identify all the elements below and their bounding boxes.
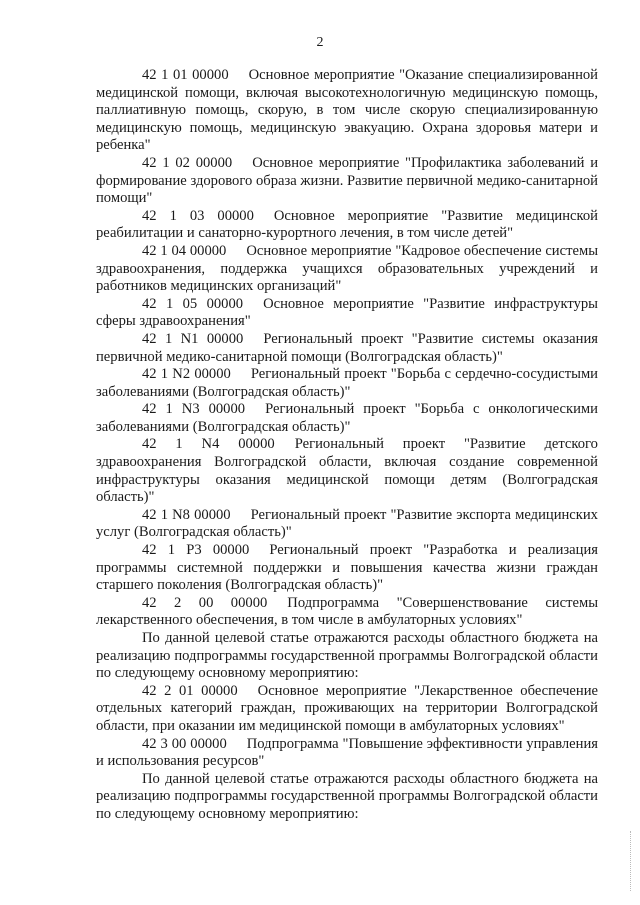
paragraph-42-1-03: [96, 208, 598, 243]
entry-text: Региональный проект "Развитие детского здравоохранения Волгоградской области, включая создание современной инфраструктуры оказания медицинской помощи детям (Волгоградская область)": [96, 436, 598, 506]
target-code: 42 1 01 00000: [142, 67, 229, 83]
entry-text: Региональный проект "Развитие экспорта медицинских услуг (Волгоградская область)": [96, 506, 598, 541]
target-code: 42 1 N1 00000: [142, 330, 244, 347]
target-code: 42 1 04 00000: [142, 242, 227, 259]
target-code: 42 1 N4 00000: [142, 436, 275, 453]
target-code: 42 2 01 00000: [142, 682, 238, 699]
paragraph-42-1-02: [96, 155, 598, 208]
paragraph-text: По данной целевой статье отражаются расходы областного бюджета на реализацию подпрограммы государственной программы Волгоградской области по следующему основному мероприятию:: [96, 770, 598, 822]
paragraph-42-1-n4: [96, 436, 598, 506]
paragraph-text: По данной целевой статье отражаются расходы областного бюджета на реализацию подпрограммы государственной программы Волгоградской области по следующему основному мероприятию:: [96, 630, 598, 682]
target-code: 42 2 00 00000: [142, 594, 268, 611]
paragraph-42-1-n3: [96, 401, 598, 436]
target-code: 42 3 00 00000: [142, 735, 227, 752]
target-code: 42 1 P3 00000: [142, 542, 250, 559]
entry-text: Основное мероприятие "Развитие инфраструктуры сферы здравоохранения": [96, 295, 598, 330]
entry-text: Региональный проект "Развитие системы оказания первичной медико-санитарной помощи (Волгоградская область)": [96, 330, 598, 365]
paragraph-budget-note-1: [96, 630, 598, 683]
paragraph-42-1-n8: [96, 507, 598, 542]
paragraph-42-1-04: [96, 243, 598, 296]
page-number: 2: [316, 35, 324, 50]
paragraph-42-2-00: [96, 595, 598, 630]
paragraph-42-1-05: [96, 296, 598, 331]
scan-edge-mark: [630, 831, 634, 891]
paragraph-42-1-01: [96, 67, 598, 155]
target-code: 42 1 05 00000: [142, 295, 244, 312]
entry-text: Региональный проект "Борьба с онкологическими заболеваниями (Волгоградская область)": [96, 401, 598, 435]
entry-text: Основное мероприятие "Лекарственное обеспечение отдельных категорий граждан, проживающих на территории Волгоградской области, при оказании им медицинской помощи в амбулаторных условиях": [96, 682, 598, 734]
paragraph-42-1-n1: [96, 331, 598, 366]
entry-text: Основное мероприятие "Профилактика заболеваний и формирование здорового образа жизни. Развитие первичной медико-санитарной помощи": [96, 154, 599, 207]
entry-text: Региональный проект "Борьба с сердечно-сосудистыми заболеваниями (Волгоградская область)": [96, 366, 598, 400]
target-code: 42 1 N3 00000: [142, 401, 246, 418]
paragraph-42-1-n2: [96, 366, 598, 401]
entry-text: Региональный проект "Разработка и реализация программы системной поддержки и повышения качества жизни граждан старшего поколения (Волгоградская область)": [96, 542, 598, 594]
entry-text: Основное мероприятие "Оказание специализированной медицинской помощи, включая высокотехнологичную медицинскую помощь, паллиативную помощь, скорую, в том числе скорую специализированную медицинскую помощь, медицинскую эвакуацию. Охрана здоровья матери и ребенка": [96, 67, 598, 154]
paragraph-42-2-01: [96, 683, 598, 736]
document-body: [96, 67, 598, 824]
entry-text: Подпрограмма "Повышение эффективности управления и использования ресурсов": [96, 735, 598, 770]
paragraph-budget-note-2: [96, 771, 598, 824]
target-code: 42 1 N2 00000: [142, 366, 231, 383]
entry-text: Основное мероприятие "Кадровое обеспечение системы здравоохранения, поддержка учащихся образовательных учреждений и работников медицинских организаций": [96, 242, 598, 295]
paragraph-42-3-00: [96, 736, 598, 771]
target-code: 42 1 02 00000: [142, 154, 233, 171]
entry-text: Подпрограмма "Совершенствование системы лекарственного обеспечения, в том числе в амбулаторных условиях": [96, 594, 598, 629]
target-code: 42 1 03 00000: [142, 207, 254, 224]
paragraph-42-1-p3: [96, 542, 598, 595]
entry-text: Основное мероприятие "Развитие медицинской реабилитации и санаторно-курортного лечения, в том числе детей": [96, 207, 598, 242]
target-code: 42 1 N8 00000: [142, 506, 231, 523]
